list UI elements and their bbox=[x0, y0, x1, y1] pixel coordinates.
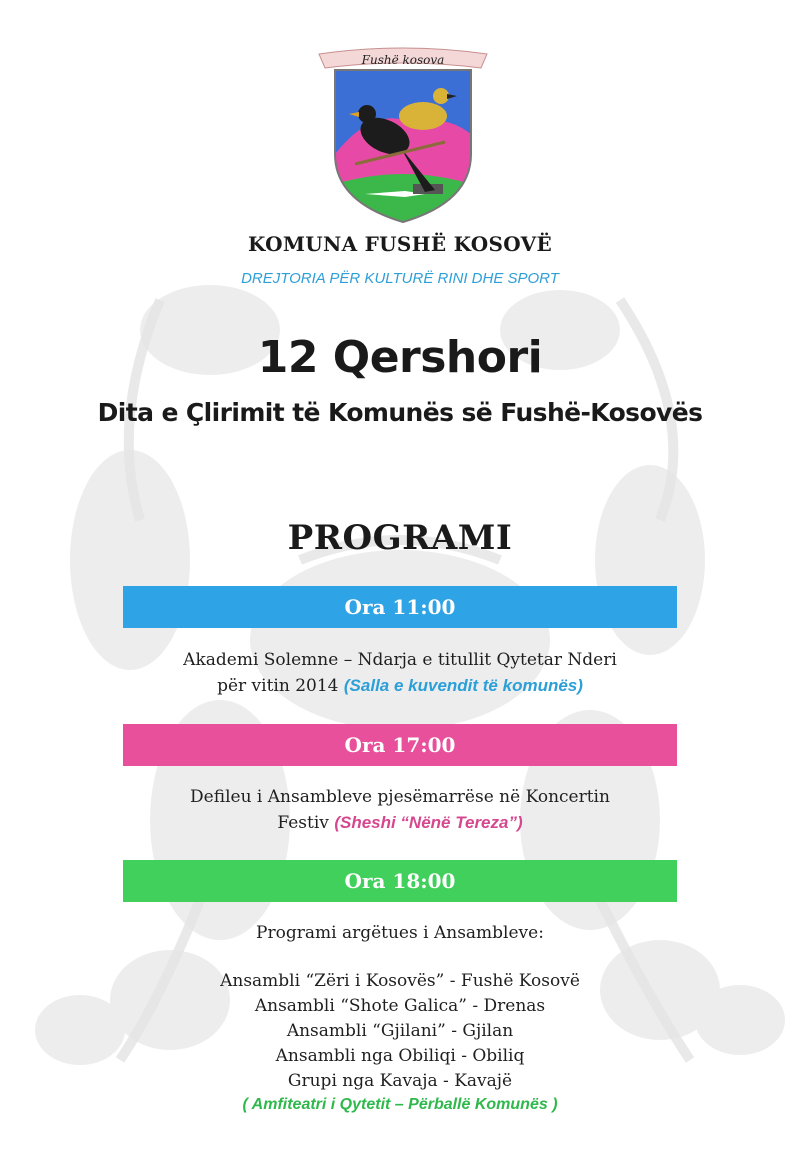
event-3-intro: Programi argëtues i Ansambleve: bbox=[256, 923, 544, 943]
time-bar-1700: Ora 17:00 bbox=[123, 724, 677, 766]
event-2-location: (Sheshi “Nënë Tereza”) bbox=[334, 813, 523, 832]
event-1-line2 bbox=[0, 673, 800, 699]
program-heading: PROGRAMI bbox=[287, 518, 513, 558]
department-name: DREJTORIA PËR KULTURË RINI DHE SPORT bbox=[241, 270, 559, 287]
ensemble-list bbox=[0, 969, 800, 1094]
event-2-line2-text: Festiv bbox=[277, 813, 329, 833]
ensemble-item: Ansambli “Shote Galica” - Drenas bbox=[254, 996, 546, 1016]
ensemble-item: Ansambli nga Obiliqi - Obiliq bbox=[275, 1046, 525, 1066]
event-date-title: 12 Qershori bbox=[257, 332, 543, 383]
event-subtitle: Dita e Çlirimit të Komunës së Fushë-Kosovës bbox=[97, 398, 703, 427]
event-3-location: ( Amfiteatri i Qytetit – Përballë Komunës ) bbox=[242, 1096, 558, 1113]
event-1-line2-text: për vitin 2014 bbox=[217, 676, 339, 696]
crest-banner-text: Fushë kosova bbox=[361, 53, 445, 67]
time-bar-1100: Ora 11:00 bbox=[123, 586, 677, 628]
event-description-1 bbox=[0, 648, 800, 699]
ensemble-item: Ansambli “Gjilani” - Gjilan bbox=[286, 1021, 514, 1041]
municipal-crest-logo bbox=[315, 44, 491, 224]
ensemble-item: Ansambli “Zëri i Kosovës” - Fushë Kosovë bbox=[220, 971, 580, 991]
event-2-line1: Defileu i Ansambleve pjesëmarrëse në Koncertin bbox=[190, 787, 610, 807]
time-bar-1800: Ora 18:00 bbox=[123, 860, 677, 902]
ensemble-item: Grupi nga Kavaja - Kavajë bbox=[287, 1071, 513, 1091]
municipality-name: KOMUNA FUSHË KOSOVË bbox=[247, 232, 553, 256]
event-2-line2 bbox=[0, 810, 800, 836]
event-1-line1: Akademi Solemne – Ndarja e titullit Qytetar Nderi bbox=[183, 650, 617, 670]
event-description-2 bbox=[0, 785, 800, 836]
event-1-location: (Salla e kuvendit të komunës) bbox=[343, 676, 583, 695]
